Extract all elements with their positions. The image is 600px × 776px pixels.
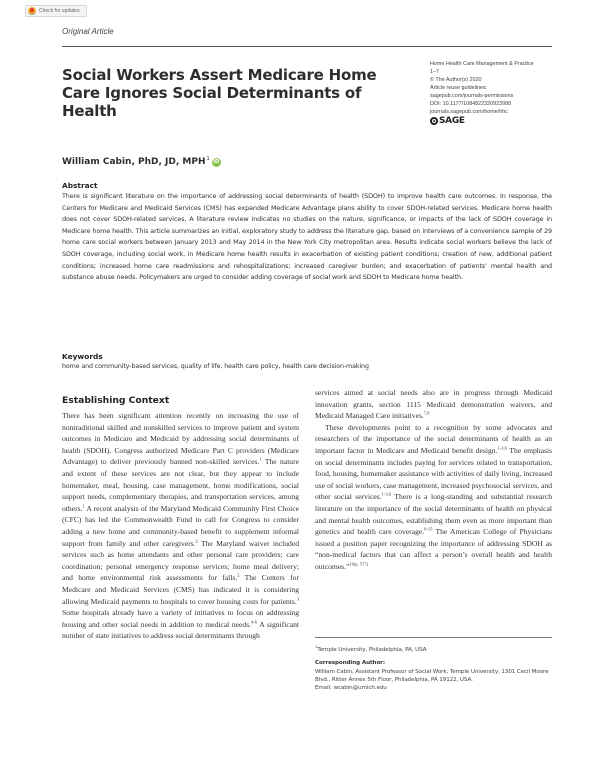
citation[interactable]: 7,8 (423, 410, 430, 416)
crossmark-icon (28, 7, 36, 15)
check-updates-label: Check for updates (39, 8, 80, 14)
footnotes (315, 643, 555, 693)
body-column-left (62, 410, 299, 642)
paragraph: services aimed at social needs also are in progress through Medicaid innovation grants, section 1115 Medicaid demonstration waivers, and Medicaid Managed Care initiatives.$^{7,8}$ (315, 388, 552, 421)
journal-name: Home Health Care Management & Practice (430, 61, 534, 67)
header-divider (62, 46, 552, 47)
journal-link[interactable]: journals.sagepub.com/home/hhc (430, 109, 508, 115)
body-column-right (315, 387, 552, 573)
keywords-heading: Keywords (62, 352, 103, 361)
reuse-label: Article reuse guidelines: (430, 85, 488, 91)
copyright: © The Author(s) 2020 (430, 77, 482, 83)
citation[interactable]: 4-6 (251, 619, 258, 625)
author-email[interactable]: Email: wcabin@umich.edu (315, 685, 387, 692)
affiliation-mark: 1 (206, 156, 210, 162)
footnote-divider (315, 637, 552, 638)
article-type: Original Article (62, 27, 114, 36)
citation[interactable]: 3 (296, 595, 299, 601)
citation[interactable]: 16(p. 577) (349, 561, 369, 567)
journal-meta (430, 60, 570, 125)
check-for-updates-button[interactable] (25, 5, 87, 17)
citation[interactable]: 1 (82, 503, 85, 509)
citation[interactable]: 1-3,6 (497, 445, 507, 451)
citation[interactable]: 2 (237, 572, 240, 578)
article-title: Social Workers Assert Medicare Home Care Ignores Social Determinants of Health (62, 66, 377, 120)
doi[interactable]: DOI: 10.1177/1084822320923988 (430, 101, 512, 107)
corresponding-author-label: Corresponding Author: (315, 660, 385, 667)
sage-globe-icon (430, 117, 438, 125)
reuse-link[interactable]: sagepub.com/journals-permissions (430, 93, 514, 99)
corresponding-author-details: William Cabin, Assistant Professor of Social Work, Temple University, 1301 Cecil Moore Blvd., Ritter Annex 5th Floor, Philadelphia, PA 19122, USA. (315, 668, 549, 684)
section-heading: Establishing Context (62, 395, 170, 406)
citation[interactable]: 9-15 (424, 526, 433, 532)
affiliation-note: $^1$Temple University, Philadelphia, PA, USA (315, 644, 427, 653)
orcid-icon[interactable]: iD (213, 159, 220, 165)
paragraph: There has been significant attention recently on increasing the use of nontraditional skilled and nonskilled services to improve patient and system outcomes in Medicare and Medicaid by addressing social determinants of health (SDOH). Congress authorized Medicare Part C providers (Medicare Advantage) to deliver previously banned non-skilled services.$^1$ The nature and extent of these services are not clear, but they appear to include homemaker, meal, housing, case management, home modifications, social support needs, complementary therapies, and transportation services, among others.$^1$ A recent analysis of the Maryland Medicaid Community First Choice (CFC) has led the Commonwealth Fund to call for Congress to consider adding a new home and community-based benefit to supplement informal support from family and other caregivers.$^2$ The Maryland waiver included services such as home attendants and other personal care providers; care coordination; personal emergency response services; home meal delivery; and home environmental risk assessments for falls.$^2$ The Centers for Medicare and Medicaid Services (CMS) has indicated it is considering allowing Medicaid payments to hospitals to cover housing costs for patients.$^3$ Some hospitals already have a variety of initiatives to focus on addressing housing and other social needs in addition to medical needs.$^{4-6}$ A significant number of state initiatives to address social determinants through (62, 411, 300, 641)
sage-logo (430, 117, 570, 125)
abstract-text: There is significant literature on the importance of addressing social determinants of health (SDOH) to improve health care outcomes. In response, the Centers for Medicare and Medicaid Services (CMS) has expanded Medicare Advantage plans ability to cover SDOH-related services. Medicare home health does not cover SDOH-related services. A literature review indicates no studies on the nature, significance, or impacts of the lack of SDOH coverage in Medicare home health. This article summarizes an initial, exploratory study to address the literature gap, based on interviews of a convenience sample of 29 home care social workers between January 2013 and May 2014 in the New York City metropolitan area. Results indicate social workers believe the lack of SDOH coverage, including social work, in Medicare home health results in exacerbation of existing patient conditions; creation of new, additional patient conditions; increased home care readmissions and rehospitalizations; increased caregiver burden; and exacerbation of patients’ mental health and substance abuse needs. Policymakers are urged to consider adding coverage of social work and SDOH to Medicare home health. (62, 192, 552, 282)
publisher-name: SAGE (439, 116, 465, 126)
citation[interactable]: 1 (259, 456, 262, 462)
author-name: William Cabin, PhD, JD, MPH (62, 157, 206, 167)
citation[interactable]: 2 (195, 538, 198, 543)
citation[interactable]: 1-3,6 (381, 491, 392, 497)
paragraph: These developments point to a recognition by some advocates and researchers of the importance of the social determinants of health as an important factor in Medicare and Medicaid benefit design.$^{1-3,6}$ The emphasis on social determinants includes paying for services related to transportation, food, housing, homemaker assistance with activities of daily living, increased use of social workers, case management, increased psychosocial services, and other social services.$^{1-3,6}$ There is a long-standing and substantial research literature on the importance of the social determinants of health on physical and mental health outcomes, establishing them even as more important than genetics and health care coverage.$^{9-15}$ The American College of Physicians issued a position paper recognizing the importance of addressing SDOH as “non-medical factors that can affect a person’s overall health and health outcomes.”$^{16(p. 577)}$ (315, 422, 553, 571)
abstract-heading: Abstract (62, 181, 98, 190)
keywords-text: home and community-based services, quality of life, health care policy, health care decision-making (62, 363, 369, 370)
page-range: 1–7 (430, 69, 439, 75)
author-line (62, 157, 221, 167)
